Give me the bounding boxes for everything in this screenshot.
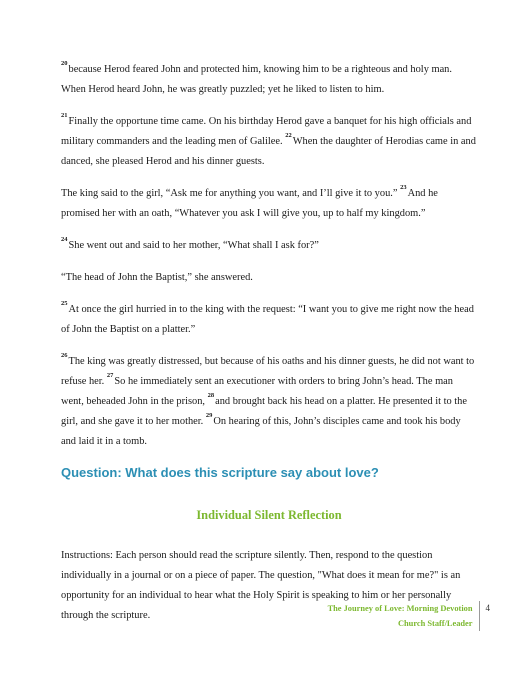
verse-text: The king was greatly distressed, but because of his oaths and his dinner guests, he did not want to refuse her. — [61, 356, 475, 387]
page-footer — [328, 601, 490, 631]
verse-number: 22 — [285, 132, 292, 139]
verse-text: She went out and said to her mother, “What shall I ask for?” — [68, 240, 319, 251]
verse-text: And he promised her with an oath, “Whatever you ask I will give you, up to half my kingdom.” — [61, 188, 438, 219]
page-number: 4 — [485, 603, 490, 613]
scripture-paragraph — [61, 60, 477, 100]
scripture-paragraph — [61, 300, 477, 340]
question-heading: Question: What does this scripture say about love? — [61, 465, 379, 480]
verse-text: At once the girl hurried in to the king with the request: “I want you to give me right now the head of John the Baptist on a platter.” — [61, 304, 474, 335]
scripture-paragraph — [61, 236, 477, 256]
footer-subtitle: Church Staff/Leader — [397, 619, 473, 628]
verse-text: and brought back his head on a platter. He presented it to the girl, and she gave it to her mother. — [61, 396, 467, 427]
verse-number: 29 — [205, 412, 213, 419]
scripture-passage — [61, 60, 477, 452]
verse-number: 27 — [106, 372, 114, 379]
page-content — [61, 60, 477, 626]
verse-number: 23 — [400, 184, 407, 191]
reflection-heading: Individual Silent Reflection — [196, 508, 342, 522]
verse-number: 26 — [61, 352, 68, 359]
verse-text: Finally the opportune time came. On his birthday Herod gave a banquet for his high officials and military commanders and the leading men of Galilee. — [61, 116, 472, 147]
scripture-paragraph — [61, 352, 477, 452]
verse-number: 28 — [207, 392, 215, 399]
verse-number: 20 — [61, 60, 68, 67]
verse-text: When the daughter of Herodias came in and danced, she pleased Herod and his dinner guests. — [61, 136, 476, 167]
verse-number: 25 — [61, 300, 68, 307]
verse-text: because Herod feared John and protected him, knowing him to be a righteous and holy man. When Herod heard John, he was greatly puzzled; yet he liked to listen to him. — [61, 64, 452, 95]
instructions-paragraph: Instructions: Each person should read the scripture silently. Then, respond to the question individually in a journal or on a piece of paper. The question, "What does it mean for me?" is an opportunity for an individual to hear what the Holy Spirit is speaking to him or her personally through the scripture. — [61, 550, 461, 621]
verse-text: The king said to the girl, “Ask me for anything you want, and I’ll give it to you.” — [61, 188, 401, 199]
scripture-paragraph — [61, 268, 477, 288]
footer-text — [328, 601, 479, 631]
verse-text: On hearing of this, John’s disciples came and took his body and laid it in a tomb. — [61, 416, 461, 447]
footer-title: The Journey of Love: Morning Devotion — [327, 604, 473, 613]
scripture-paragraph — [61, 112, 477, 172]
verse-text: “The head of John the Baptist,” she answered. — [61, 272, 253, 283]
scripture-paragraph — [61, 184, 477, 224]
verse-text: So he immediately sent an executioner with orders to bring John’s head. The man went, beheaded John in the prison, — [61, 376, 453, 407]
verse-number: 21 — [61, 112, 68, 119]
verse-number: 24 — [61, 236, 68, 243]
